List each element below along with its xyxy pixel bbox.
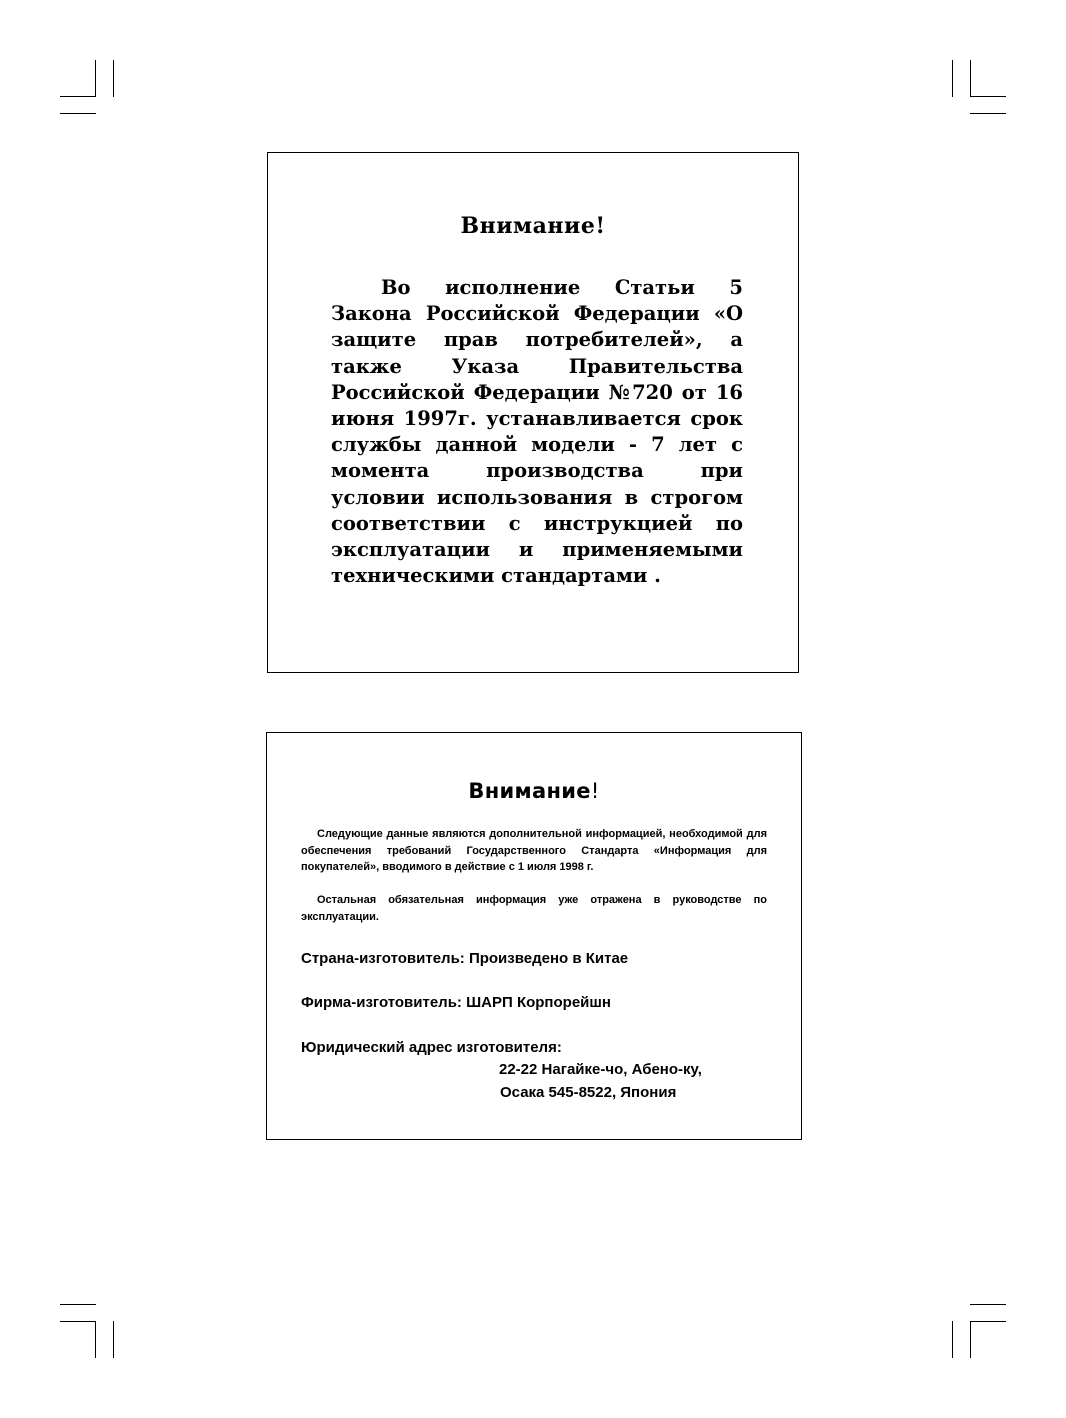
address-line-2: Осака 545-8522, Япония — [500, 1084, 677, 1101]
crop-mark — [952, 1321, 953, 1358]
address-label: Юридический адрес изготовителя: — [301, 1039, 562, 1056]
service-life-notice — [267, 152, 799, 673]
crop-mark — [113, 1321, 114, 1358]
crop-mark — [95, 1321, 96, 1358]
info-title-mark: ! — [590, 779, 600, 803]
crop-mark — [970, 113, 1006, 114]
crop-mark — [60, 113, 96, 114]
crop-mark — [952, 60, 953, 97]
crop-mark — [95, 60, 96, 97]
notice-body: Во исполнение Статьи 5 Закона Российской Федерации «О защите прав потребителей», а также Указа Правительства Российской Федерации №720 от 16 июня 1997г. устанавливается срок службы данной модели - 7 лет с момента производства при условии использования в строгом соответствии с инструкцией по эксплуатации и применяемыми техническими стандартами . — [331, 276, 743, 588]
manufacturer-name: Фирма-изготовитель: ШАРП Корпорейшн — [301, 994, 611, 1011]
crop-mark — [60, 1321, 96, 1322]
address-line-1: 22-22 Нагайке-чо, Абено-ку, — [499, 1061, 702, 1078]
country-of-origin: Страна-изготовитель: Произведено в Китае — [301, 950, 629, 967]
crop-mark — [970, 1321, 1006, 1322]
info-paragraph-2: Остальная обязательная информация уже отражена в руководстве по эксплуатации. — [301, 894, 767, 923]
crop-mark — [60, 1304, 96, 1305]
notice-title: Внимание! — [460, 213, 606, 239]
info-title-word: Внимание — [468, 779, 591, 803]
crop-mark — [970, 1321, 971, 1358]
info-title — [267, 779, 801, 803]
crop-mark — [970, 60, 971, 97]
manufacturer-info-notice — [266, 732, 802, 1140]
info-paragraph-1: Следующие данные являются дополнительной информацией, необходимой для обеспечения требований Государственного Стандарта «Информация для покупателей», вводимого в действие с 1 июля 1998 г. — [301, 828, 767, 873]
crop-mark — [970, 1304, 1006, 1305]
crop-mark — [970, 96, 1006, 97]
crop-mark — [60, 96, 96, 97]
crop-mark — [113, 60, 114, 97]
